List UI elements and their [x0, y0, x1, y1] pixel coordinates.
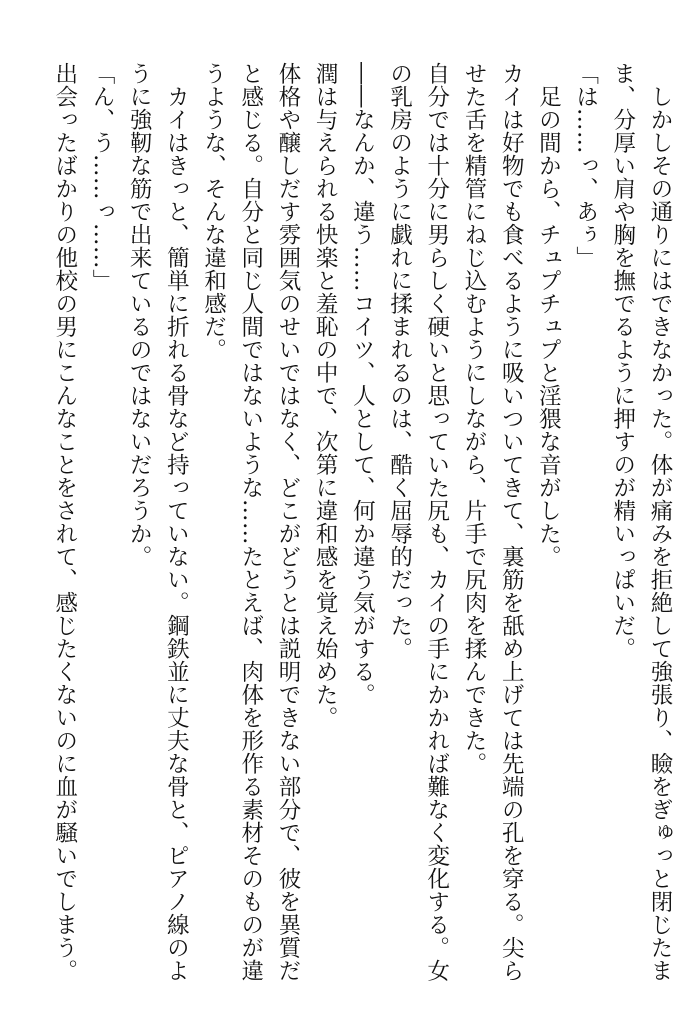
- paragraph-8: 体格や醸しだす雰囲気のせいではなく、どこがどうとは説明できない部分で、彼を異質だと感じる。自分と同じ人間ではないような……たとえば、肉体を形作る素材そのものが違うような、そんな違和感だ。: [200, 62, 301, 982]
- paragraph-11: 出会ったばかりの他校の男にこんなことをされて、感じたくないのに血が騒いでしまう。: [51, 62, 78, 982]
- paragraph-10: 「ん、う……っ……」: [88, 62, 115, 292]
- paragraph-5: 自分では十分に男らしく硬いと思っていた尻も、カイの手にかかれば難なく変化する。女の乳房のように戯れに揉まれるのは、酷く屈辱的だった。: [386, 62, 450, 982]
- paragraph-3: 足の間から、チュプチュプと淫猥な音がした。: [535, 84, 562, 568]
- paragraph-1: しかしその通りにはできなかった。体が痛みを拒絶して強張り、瞼をぎゅっと閉じたまま、分厚い肩や胸を撫でるように押すのが精いっぱいだ。: [609, 62, 673, 982]
- paragraph-9: カイはきっと、簡単に折れる骨など持っていない。鋼鉄並に丈夫な骨と、ピアノ線のように強靭な筋で出来ているのではないだろうか。: [126, 62, 190, 982]
- paragraph-2: 「は……っ、あぅ」: [572, 62, 599, 269]
- paragraph-6: ――なんか、違う……コイツ、人として、何か違う気がする。: [349, 62, 376, 706]
- vertical-text-body: [18, 62, 678, 992]
- paragraph-7: 潤は与えられる快楽と羞恥の中で、次第に違和感を覚え始めた。: [312, 62, 339, 729]
- paragraph-4: カイは好物でも食べるように吸いついてきて、裏筋を舐め上げては先端の孔を穿る。尖らせた舌を精管にねじ込むようにしながら、片手で尻肉を揉んできた。: [460, 62, 525, 982]
